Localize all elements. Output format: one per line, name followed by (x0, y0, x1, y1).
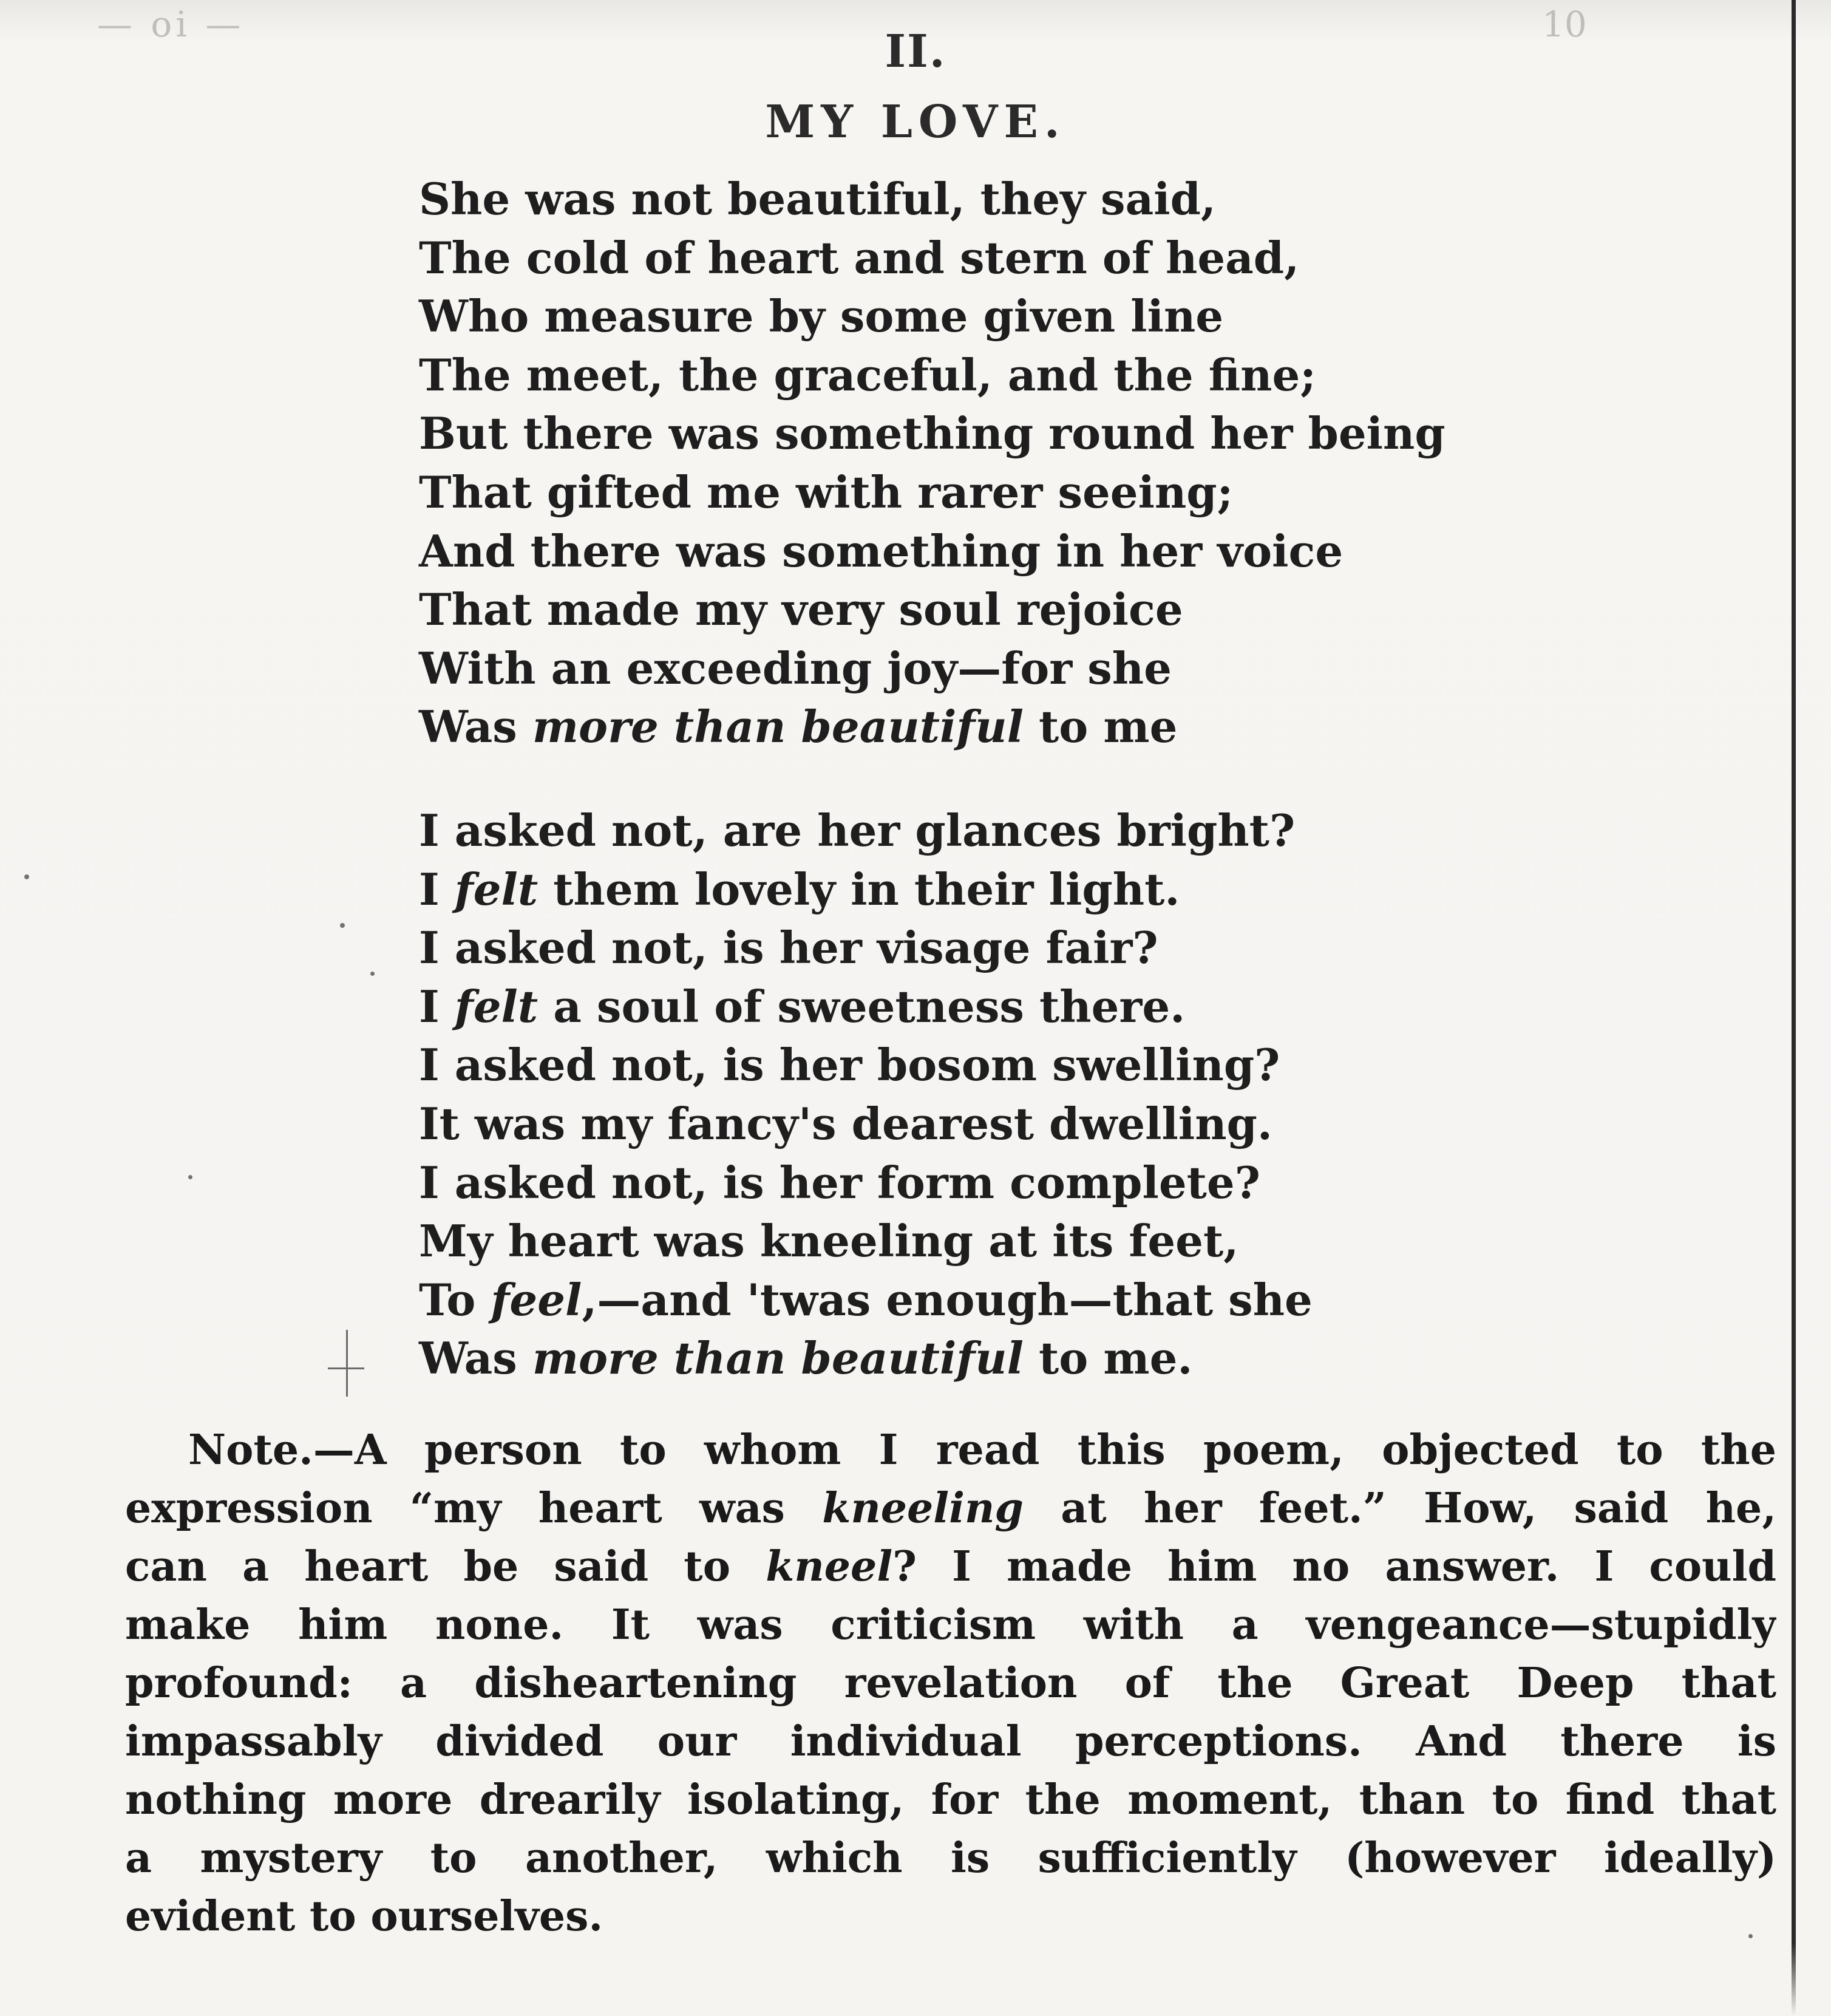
poem-line (419, 802, 1313, 860)
poem-line: And there was something in her voice (419, 525, 1344, 577)
poem-line-refrain (419, 698, 1445, 757)
poem-line-italic: more than beautiful (532, 1332, 1024, 1384)
poem-line-suffix: them lovely in their light. (538, 863, 1180, 915)
ink-speck (24, 874, 29, 879)
poem-line (419, 1329, 1313, 1388)
poem-line-suffix: ,—and 'twas enough—that she (582, 1273, 1313, 1326)
poem-line (419, 1154, 1313, 1213)
registration-mark (328, 1330, 364, 1397)
poem-line: The cold of heart and stern of head, (419, 231, 1300, 284)
note-line (125, 1421, 1776, 1479)
note-line-text: Note.—A person to whom I read this poem, objected to the (188, 1426, 1776, 1474)
poem-line: That made my very soul rejoice (419, 584, 1183, 636)
note-line-text: profound: a disheartening revelation of the Great Deep that (125, 1659, 1776, 1708)
stanza-2 (419, 802, 1313, 1388)
poem-line (419, 1095, 1313, 1154)
note-line (125, 1712, 1776, 1771)
note-line-suffix: ? I made him no answer. I could (892, 1542, 1776, 1591)
note-line (125, 1538, 1776, 1596)
note-line (125, 1596, 1776, 1654)
poem-line-text: To (419, 1273, 491, 1326)
faded-fragment-left: — oi — (97, 4, 245, 45)
poem-line (419, 860, 1313, 919)
poem-line-text: I asked not, are her glances bright? (419, 805, 1296, 856)
column-rule (1792, 0, 1796, 1943)
poem-line-suffix: a soul of sweetness there. (538, 980, 1186, 1032)
ink-speck (188, 1175, 192, 1179)
poem-line-suffix: to me. (1023, 1332, 1193, 1384)
poem-line-italic: feel (491, 1273, 582, 1326)
poem-line: But there was something round her being (419, 407, 1445, 460)
poem-line: With an exceeding joy—for she (419, 642, 1172, 694)
note-line-text: nothing more drearily isolating, for the moment, than to find that (125, 1776, 1776, 1824)
note-line (125, 1771, 1776, 1829)
poem-line-text: I (419, 863, 455, 915)
note-line (125, 1887, 1776, 1946)
note-line-suffix: at her feet.” How, said he, (1023, 1484, 1776, 1533)
faded-fragment-number: 10 (1542, 4, 1587, 45)
poem-line-text: I (419, 980, 455, 1032)
section-numeral: II. (885, 26, 946, 78)
note-line (125, 1654, 1776, 1712)
refrain-prefix: Was (419, 701, 532, 753)
poem-line (419, 919, 1313, 978)
refrain-suffix: to me (1023, 701, 1178, 753)
poem-line-text: I asked not, is her bosom swelling? (419, 1039, 1280, 1091)
note-line-italic: kneel (766, 1542, 893, 1591)
refrain-italic: more than beautiful (532, 701, 1024, 753)
note-line-text: impassably divided our individual perceptions. And there is (125, 1717, 1776, 1766)
poem-line (419, 1036, 1313, 1095)
ink-speck (370, 972, 375, 976)
poem-line: That gifted me with rarer seeing; (419, 466, 1234, 518)
poem-line-text: I asked not, is her form complete? (419, 1156, 1260, 1208)
note-line-text: can a heart be said to (125, 1542, 766, 1591)
note-line-text: a mystery to another, which is sufficiently (however ideally) (125, 1834, 1776, 1882)
note-line-italic: kneeling (822, 1484, 1024, 1533)
poem-line (419, 1212, 1313, 1271)
poem-line-text: I asked not, is her visage fair? (419, 922, 1158, 974)
column-rule-end (1792, 1943, 1796, 2016)
ink-speck (340, 923, 345, 928)
note-line-text: expression “my heart was (125, 1484, 823, 1533)
poem-line-text: Was (419, 1332, 532, 1384)
poem-title: MY LOVE. (765, 96, 1066, 148)
poem-line-text: My heart was kneeling at its feet, (419, 1215, 1239, 1267)
poem-line: She was not beautiful, they said, (419, 173, 1216, 225)
note-line-text: evident to ourselves. (125, 1892, 603, 1941)
poem-line: The meet, the graceful, and the fine; (419, 349, 1316, 401)
poem-line-italic: felt (454, 863, 538, 915)
poem-line (419, 978, 1313, 1037)
poem-line-italic: felt (454, 980, 538, 1032)
note-line (125, 1479, 1776, 1538)
poem-line-text: It was my fancy's dearest dwelling. (419, 1097, 1272, 1149)
poem-line (419, 1271, 1313, 1330)
note-line-text: make him none. It was criticism with a vengeance—stupidly (125, 1601, 1776, 1649)
note-line (125, 1829, 1776, 1887)
editorial-note (125, 1421, 1776, 1946)
poem-line: Who measure by some given line (419, 290, 1224, 342)
stanza-1 (419, 170, 1445, 757)
